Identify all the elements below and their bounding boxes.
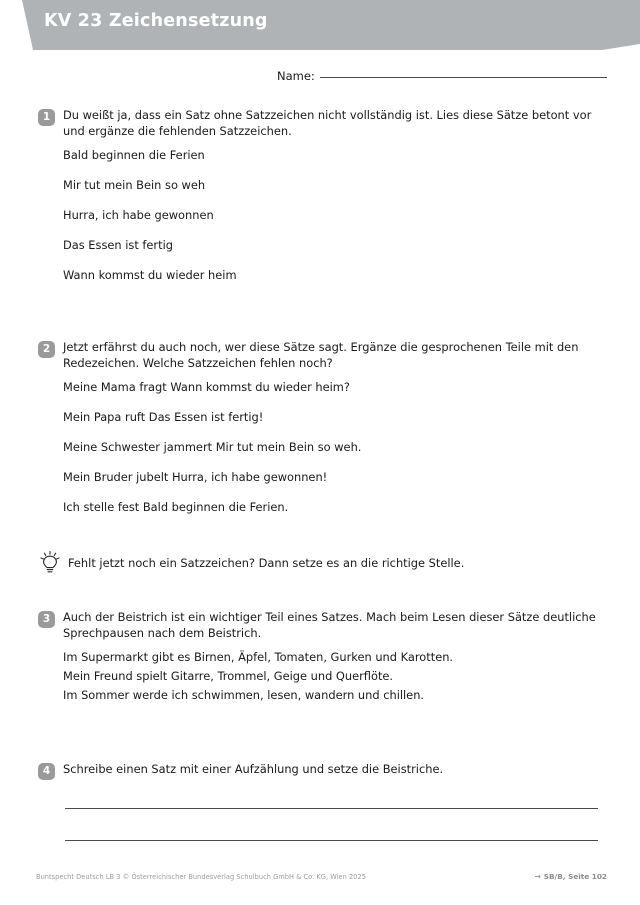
task-3-sentence-list (63, 650, 608, 703)
task-4-instruction: Schreibe einen Satz mit einer Aufzählung und setze die Beistriche. (63, 762, 444, 776)
task-2-instruction: Jetzt erfährst du auch noch, wer diese Sätze sagt. Ergänze die gesprochenen Teile mit den Redezeichen. Welche Satzzeichen fehlen noch? (63, 340, 579, 370)
list-item[interactable]: Ich stelle fest Bald beginnen die Ferien. (63, 500, 289, 514)
list-item[interactable]: Im Supermarkt gibt es Birnen, Äpfel, Tomaten, Gurken und Karotten. (63, 650, 454, 664)
lightbulb-icon (38, 550, 62, 576)
task-2 (38, 340, 608, 515)
task-4-header (38, 762, 608, 780)
answer-line-2[interactable] (65, 840, 598, 841)
task-1-header (38, 108, 608, 139)
hint-row (38, 550, 608, 576)
task-2-header (38, 340, 608, 371)
task-1-instruction: Du weißt ja, dass ein Satz ohne Satzzeichen nicht vollständig ist. Lies diese Sätze betont vor und ergänze die fehlenden Satzzeichen. (63, 108, 592, 138)
list-item[interactable]: Wann kommst du wieder heim (63, 268, 237, 282)
task-1-sentence-list (63, 148, 608, 283)
name-input-line[interactable] (320, 77, 607, 78)
task-4 (38, 762, 608, 780)
task-3-instruction: Auch der Beistrich ist ein wichtiger Teil eines Satzes. Mach beim Lesen dieser Sätze deutliche Sprechpausen nach dem Beistrich. (63, 610, 596, 640)
task-2-sentence-list (63, 380, 608, 515)
header-banner (0, 0, 640, 50)
task-1 (38, 108, 608, 283)
list-item[interactable]: Mein Freund spielt Gitarre, Trommel, Geige und Querflöte. (63, 669, 394, 683)
footer-copyright: Buntspecht Deutsch LB 3 © Österreichischer Bundesverlag Schulbuch GmbH & Co. KG, Wien 2025 (36, 873, 367, 881)
list-item[interactable]: Bald beginnen die Ferien (63, 148, 205, 162)
hint-text: Fehlt jetzt noch ein Satzzeichen? Dann setze es an die richtige Stelle. (68, 555, 465, 570)
task-1-number-badge: 1 (38, 109, 55, 126)
name-field[interactable] (277, 69, 607, 83)
arrow-right-icon: → (534, 872, 541, 881)
answer-line-1[interactable] (65, 808, 598, 809)
list-item[interactable]: Im Sommer werde ich schwimmen, lesen, wandern und chillen. (63, 688, 425, 702)
task-3 (38, 610, 608, 707)
task-2-number-badge: 2 (38, 341, 55, 358)
list-item[interactable]: Das Essen ist fertig (63, 238, 173, 252)
footer-reference-label: SB/B, Seite 102 (543, 872, 607, 881)
task-3-number-badge: 3 (38, 611, 55, 628)
task-3-header (38, 610, 608, 641)
list-item[interactable]: Mir tut mein Bein so weh (63, 178, 206, 192)
task-4-number-badge: 4 (38, 763, 55, 780)
list-item[interactable]: Hurra, ich habe gewonnen (63, 208, 214, 222)
name-label: Name: (277, 69, 315, 83)
footer (0, 873, 640, 889)
footer-reference (535, 872, 607, 881)
list-item[interactable]: Mein Papa ruft Das Essen ist fertig! (63, 410, 264, 424)
list-item[interactable]: Mein Bruder jubelt Hurra, ich habe gewonnen! (63, 470, 328, 484)
page-title: KV 23 Zeichensetzung (44, 11, 268, 31)
list-item[interactable]: Meine Schwester jammert Mir tut mein Bein so weh. (63, 440, 362, 454)
list-item[interactable]: Meine Mama fragt Wann kommst du wieder heim? (63, 380, 350, 394)
